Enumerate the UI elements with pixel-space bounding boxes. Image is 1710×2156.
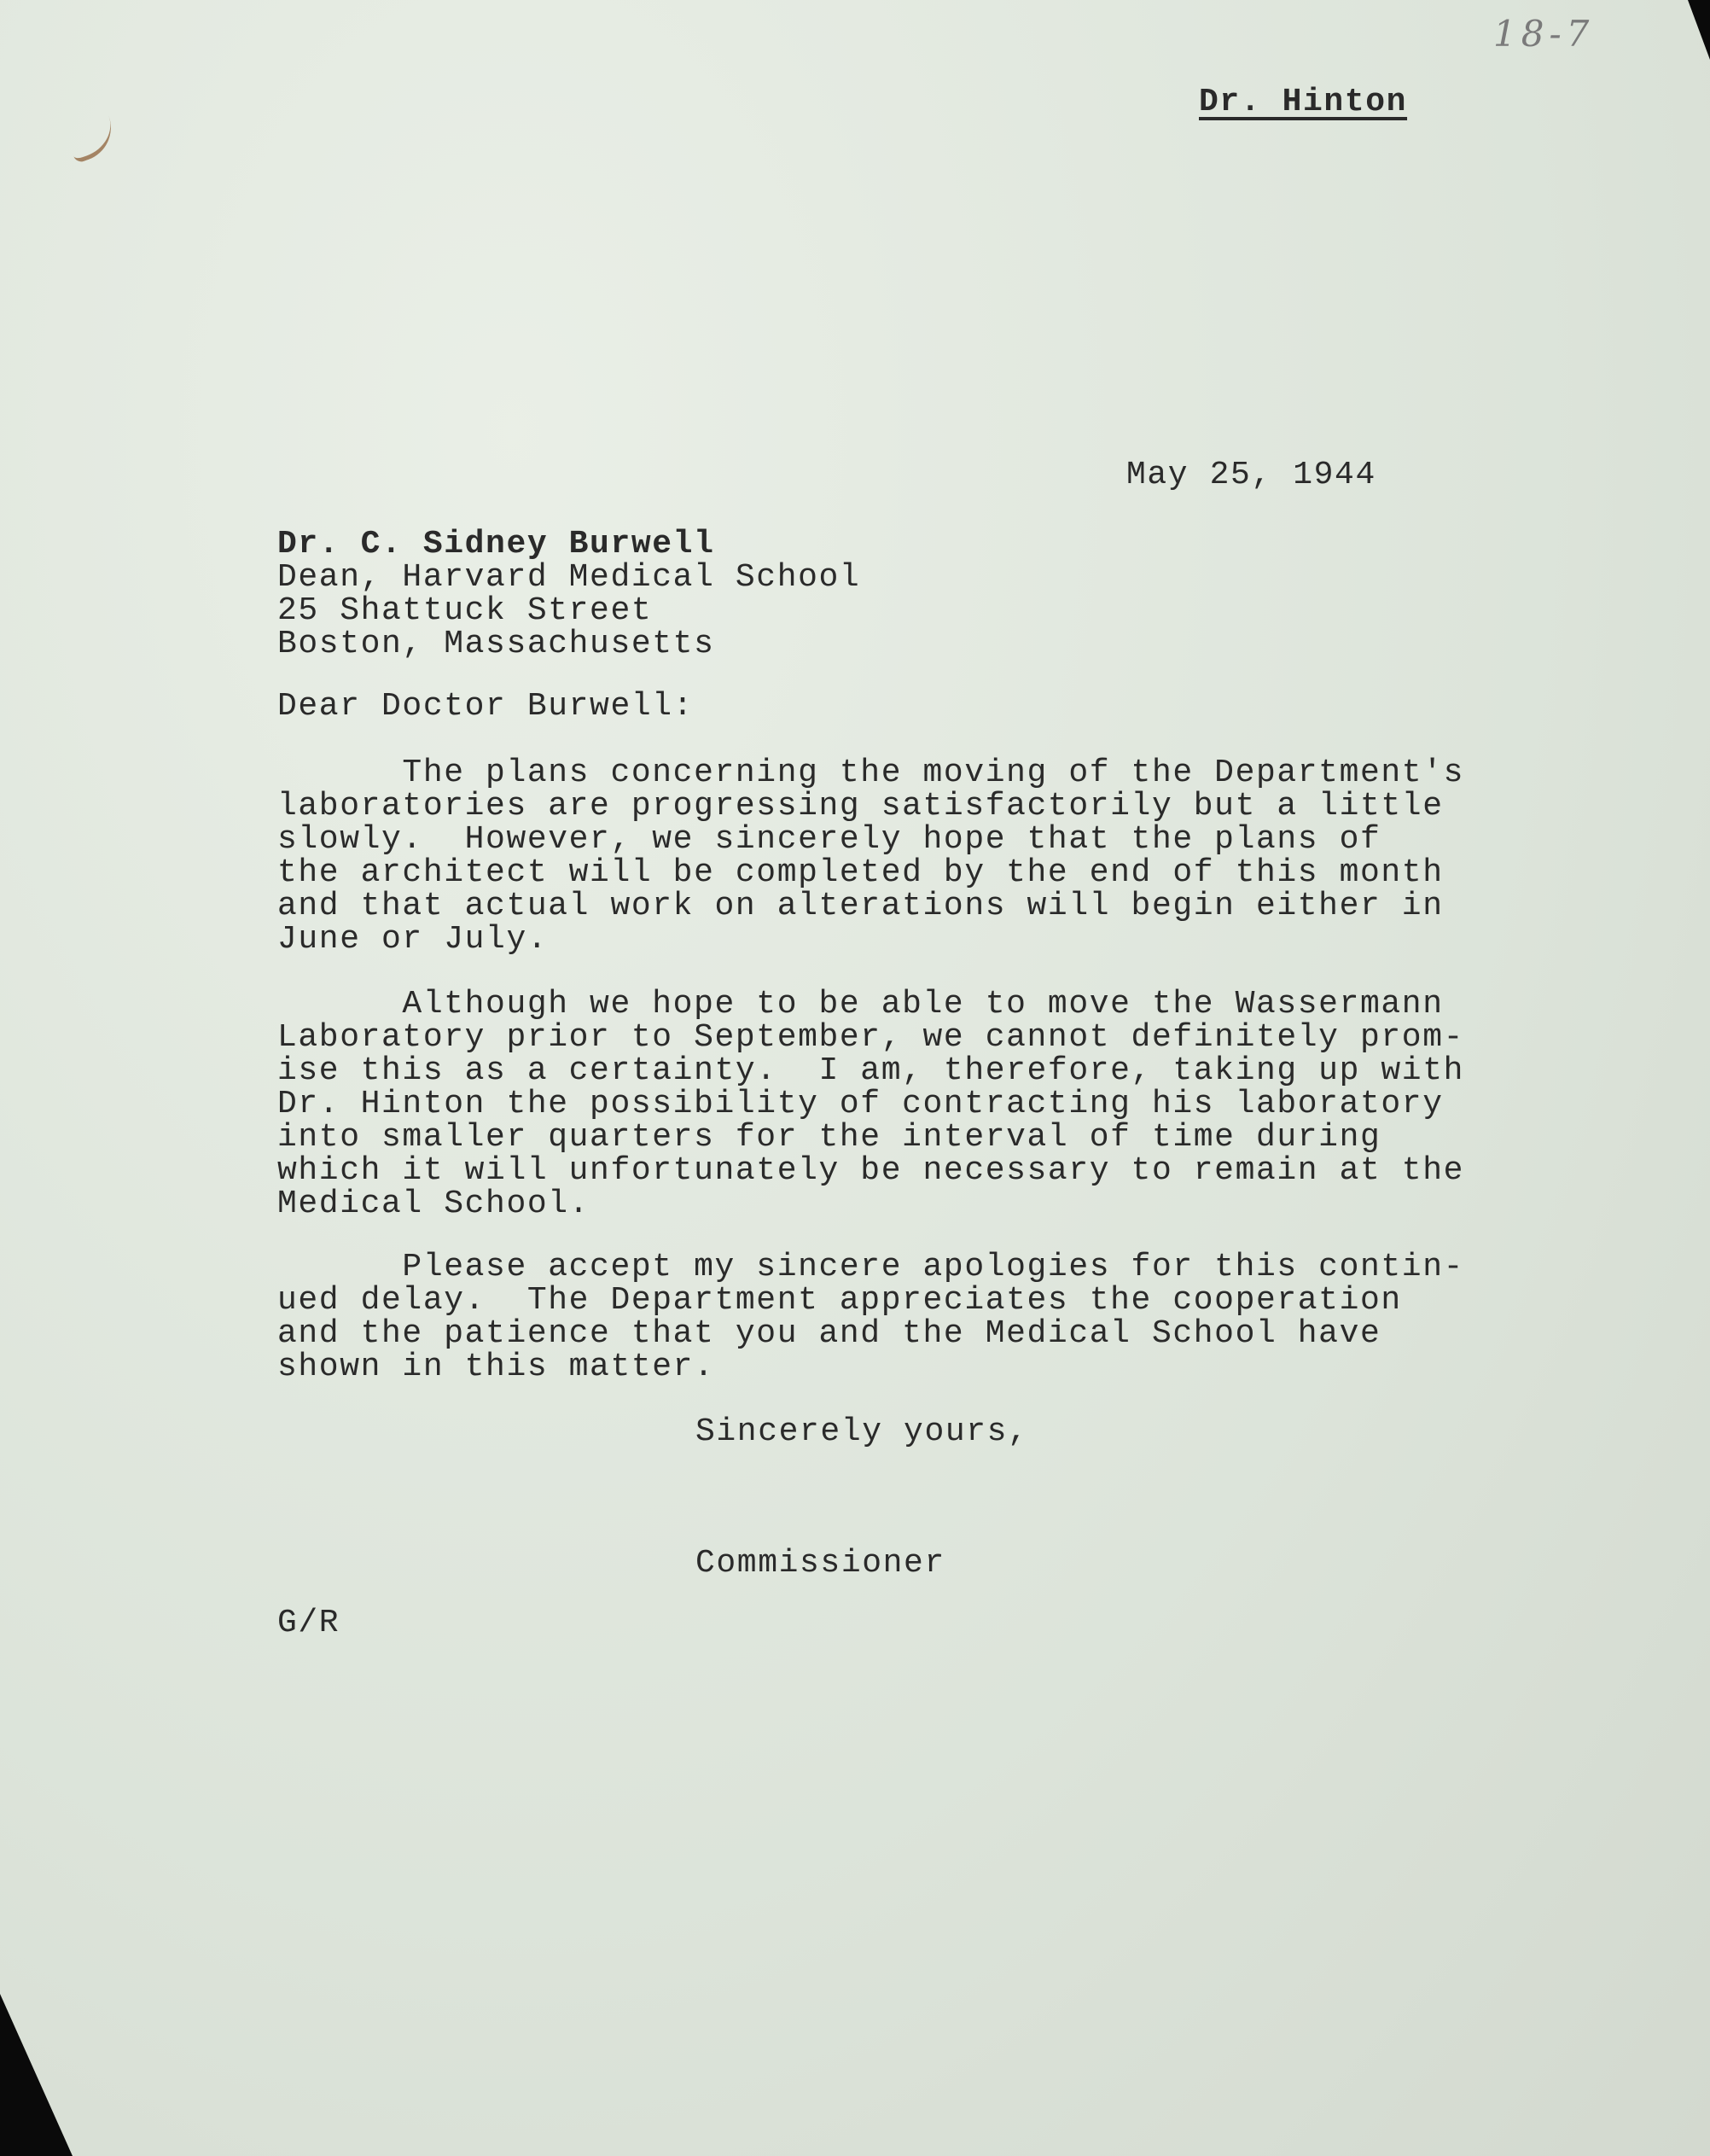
typist-initials: G/R	[277, 1605, 340, 1641]
paragraph-line: and that actual work on alterations will begin either in	[277, 888, 1444, 924]
paragraph-line: the architect will be completed by the end of this month	[277, 854, 1444, 891]
paragraph-line: Please accept my sincere apologies for this contin-	[277, 1249, 1465, 1285]
routing-label: Dr. Hinton	[1199, 84, 1408, 120]
paragraph-line: into smaller quarters for the interval of time during	[277, 1119, 1381, 1156]
scan-border-top-right	[1688, 0, 1710, 60]
paragraph-line: Although we hope to be able to move the Wassermann	[277, 986, 1444, 1023]
paragraph-line: shown in this matter.	[277, 1349, 715, 1385]
paragraph-line: Medical School.	[277, 1186, 590, 1222]
body-paragraph-2	[277, 988, 1472, 1221]
paragraph-line: and the patience that you and the Medical School have	[277, 1315, 1381, 1352]
paragraph-line: June or July.	[277, 921, 549, 958]
paragraph-line: Laboratory prior to September, we cannot definitely prom-	[277, 1019, 1465, 1056]
paragraph-line: which it will unfortunately be necessary to remain at the	[277, 1152, 1465, 1189]
paragraph-line: The plans concerning the moving of the Department's	[277, 755, 1465, 791]
paragraph-line: ise this as a certainty. I am, therefore, taking up with	[277, 1052, 1465, 1089]
paragraph-line: laboratories are progressing satisfactorily but a little	[277, 788, 1444, 825]
recipient-name: Dr. C. Sidney Burwell	[277, 526, 715, 562]
recipient-city: Boston, Massachusetts	[277, 626, 715, 662]
recipient-street: 25 Shattuck Street	[277, 592, 653, 629]
salutation: Dear Doctor Burwell:	[277, 688, 695, 725]
paragraph-line: slowly. However, we sincerely hope that the plans of	[277, 821, 1381, 858]
paragraph-line: ued delay. The Department appreciates the cooperation	[277, 1282, 1402, 1319]
recipient-title: Dean, Harvard Medical School	[277, 559, 861, 596]
signature-title: Commissioner	[695, 1545, 945, 1582]
handwritten-file-number: 18-7	[1493, 13, 1595, 55]
body-paragraph-3	[277, 1250, 1472, 1384]
scan-border-bottom-left	[0, 1994, 73, 2156]
closing: Sincerely yours,	[695, 1413, 1029, 1450]
recipient-address	[277, 527, 1472, 661]
paragraph-line: Dr. Hinton the possibility of contracting his laboratory	[277, 1086, 1444, 1122]
body-paragraph-1	[277, 756, 1472, 956]
letter-date: May 25, 1944	[1126, 457, 1376, 493]
